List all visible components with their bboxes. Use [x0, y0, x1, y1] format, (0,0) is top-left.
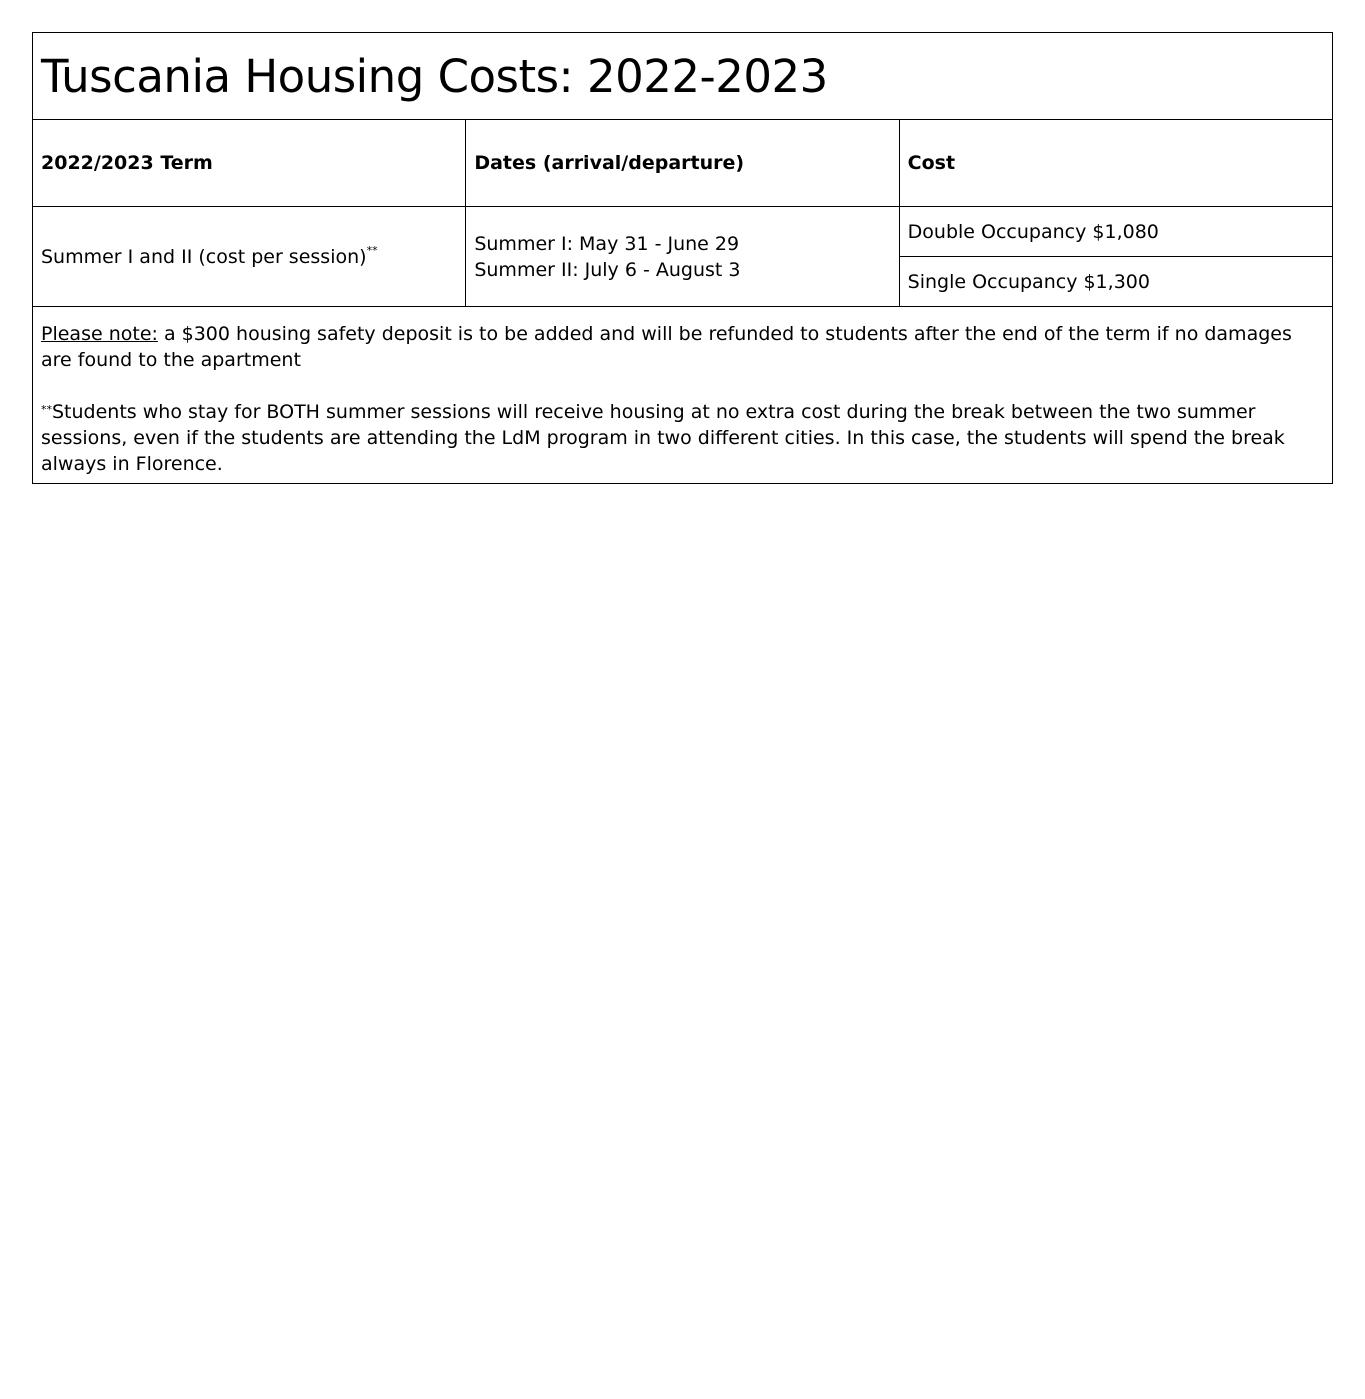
double-occupancy-cost: Double Occupancy $1,080 — [899, 207, 1332, 257]
header-cost: Cost — [899, 120, 1332, 207]
term-label: Summer I and II (cost per session) — [41, 245, 367, 268]
please-note — [41, 321, 1324, 373]
note-spacer — [41, 373, 1324, 399]
summer-one-dates: Summer I: May 31 - June 29 — [474, 232, 740, 255]
please-note-label: Please note: — [41, 323, 158, 345]
housing-costs-table — [32, 32, 1333, 484]
term-footnote-mark: ** — [366, 243, 378, 257]
footnote — [41, 399, 1324, 477]
header-term: 2022/2023 Term — [33, 120, 466, 207]
footnote-text: Students who stay for BOTH summer sessions will receive housing at no extra cost during the break between the two summer sessions, even if the students are attending the LdM program in two different cities. In this case, the students will spend the break always in Florence. — [41, 401, 1285, 475]
header-row — [33, 120, 1333, 207]
dates-cell — [466, 207, 899, 307]
title-row — [33, 33, 1333, 120]
please-note-text: a $300 housing safety deposit is to be added and will be refunded to students after the end of the term if no damages are found to the apartment — [41, 323, 1292, 371]
notes-row — [33, 307, 1333, 484]
summer-row — [33, 207, 1333, 257]
header-dates: Dates (arrival/departure) — [466, 120, 899, 207]
term-cell — [33, 207, 466, 307]
summer-two-dates: Summer II: July 6 - August 3 — [474, 258, 741, 281]
single-occupancy-cost: Single Occupancy $1,300 — [899, 257, 1332, 307]
page-title: Tuscania Housing Costs: 2022-2023 — [33, 33, 1333, 120]
notes-cell — [33, 307, 1333, 484]
footnote-mark: ** — [41, 403, 52, 416]
